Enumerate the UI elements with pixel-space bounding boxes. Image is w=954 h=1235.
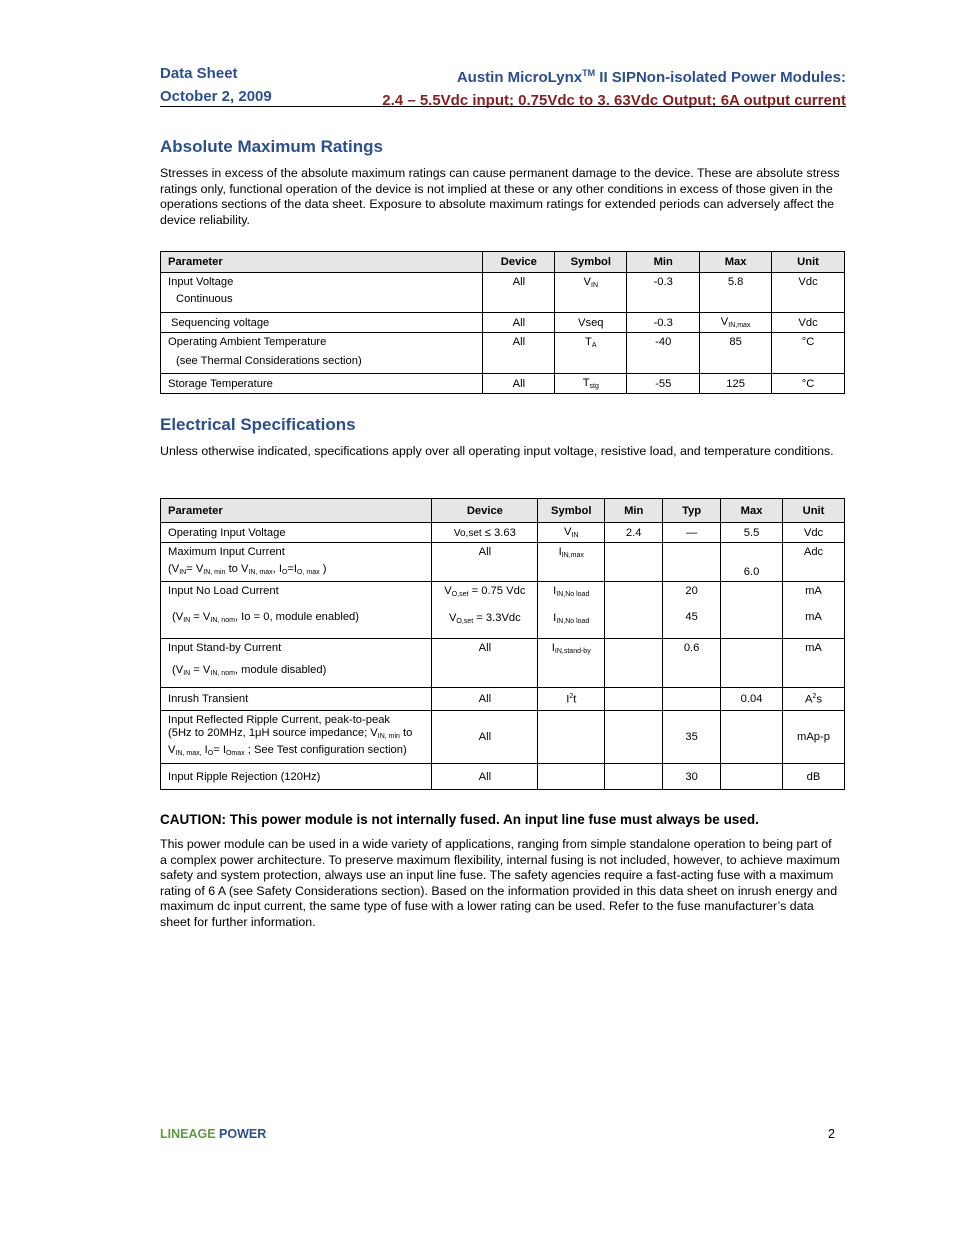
elec-intro: Unless otherwise indicated, specifications apply over all operating input voltage, resistive load, and temperature conditions. — [160, 444, 834, 458]
col-header: Typ — [663, 499, 721, 523]
col-header: Parameter — [161, 499, 432, 523]
elec-title: Electrical Specifications — [160, 415, 356, 434]
doc-date: October 2, 2009 — [160, 88, 272, 105]
table-row: Input Stand-by Current ($V_{IN} = V_{IN, nom}$, module disabled) All $I_{IN,stand-by}$ 0.6 mA — [161, 639, 845, 688]
col-header: Unit — [772, 252, 845, 273]
doc-type: Data Sheet — [160, 65, 238, 82]
product-title: Austin MicroLynx™ II SIPNon-isolated Power Modules: — [456, 68, 846, 86]
col-header: Min — [627, 252, 700, 273]
table-row: Input No Load Current ($V_{IN} = V_{IN, nom}$, Io = 0, module enabled) $V_{O,set} = 0.75$ Vdc $V_{O,set} = 3.3Vdc$ $I_{IN,No load}$ $I_{IN,No load}$ 20 45 mA mA — [161, 582, 845, 639]
table-header-row — [161, 499, 845, 523]
col-header: Unit — [783, 499, 845, 523]
table-row: Input Voltage Continuous All $V_{IN}$ -0.3 5.8 Vdc — [161, 273, 845, 313]
elec-table — [160, 498, 845, 790]
product-subtitle: 2.4 – 5.5Vdc input; 0.75Vdc to 3. 63Vdc Output; 6A output current — [382, 92, 846, 109]
col-header: Device — [483, 252, 555, 273]
col-header: Max — [721, 499, 783, 523]
table-row: Operating Input Voltage Vo,set ≤ 3.63 $V_{IN}$ 2.4 — 5.5 Vdc — [161, 523, 845, 543]
table-header-row — [161, 252, 845, 273]
col-header: Symbol — [538, 499, 605, 523]
table-row: Storage Temperature All $T_{stg}$ -55 125 °C — [161, 374, 845, 394]
table-row: Sequencing voltage All Vseq -0.3 $V_{IN,max}$ Vdc — [161, 313, 845, 333]
col-header: Device — [432, 499, 538, 523]
abs-max-intro: Stresses in excess of the absolute maximum ratings can cause permanent damage to the device. These are absolute stress ratings only, functional operation of the device is not implied at these or any other conditions in excess of those given in the operations sections of the data sheet. Exposure to absolute maximum ratings for extended periods can adversely affect the device reliability. — [160, 166, 840, 227]
col-header: Min — [605, 499, 663, 523]
abs-max-title: Absolute Maximum Ratings — [160, 137, 383, 156]
page-number: 2 — [828, 1127, 835, 1141]
header-right — [382, 62, 846, 112]
table-row: Operating Ambient Temperature (see Thermal Considerations section) All $T_A$ -40 85 °C — [161, 333, 845, 374]
col-header: Parameter — [161, 252, 483, 273]
table-row: Inrush Transient All $I^2t$ 0.04 $A^2s$ — [161, 688, 845, 711]
header-left — [160, 62, 272, 108]
table-row: Maximum Input Current ($V_{IN}= V_{IN, min}$ to $V_{IN, max}$, $I_O=I_{O, max}$ ) All $I_{IN,max}$ 6.0 Adc — [161, 543, 845, 582]
table-row: Input Ripple Rejection (120Hz) All 30 dB — [161, 764, 845, 790]
abs-max-table — [160, 251, 845, 394]
header-rule — [160, 106, 846, 107]
caution-heading: CAUTION: This power module is not internally fused. An input line fuse must always be used. — [160, 812, 759, 827]
footer-brand: LINEAGE POWER — [160, 1127, 267, 1141]
table-row: Input Reflected Ripple Current, peak-to-peak (5Hz to 20MHz, 1μH source impedance; $V_{IN, min}$ to $V_{IN, max,}$ $I_O= I_{Omax}$ ; See Test configuration section) All 35 mAp-p — [161, 711, 845, 764]
col-header: Symbol — [555, 252, 627, 273]
fuse-paragraph: This power module can be used in a wide variety of applications, ranging from simple standalone operation to being part of a complex power architecture. To preserve maximum flexibility, internal fusing is not included, however, to achieve maximum safety and system protection, always use an input line fuse. The safety agencies require a fast-acting fuse with a maximum rating of 6 A (see Safety Considerations section). Based on the information provided in this data sheet on inrush energy and maximum dc input current, the same type of fuse with a lower rating can be used. Refer to the fuse manufacturer’s data sheet for further information. — [160, 837, 840, 929]
col-header: Max — [700, 252, 772, 273]
